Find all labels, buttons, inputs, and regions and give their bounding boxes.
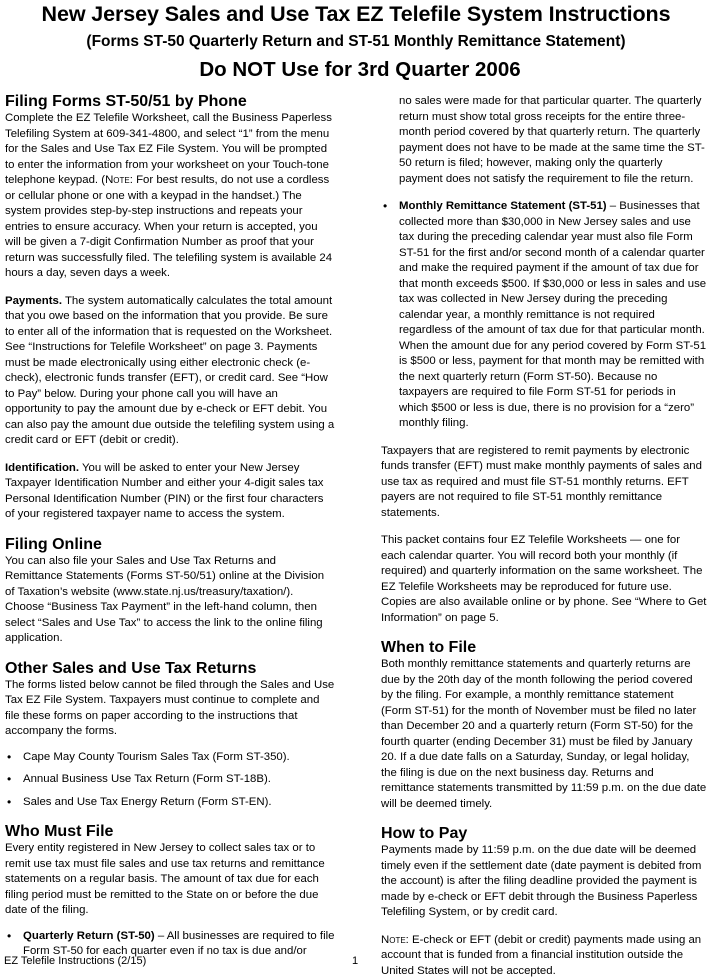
footer-label: EZ Telefile Instructions (2/15) [4,955,146,967]
paragraph-quarterly-cont: no sales were made for that particular quarter. The quarterly return must show total gross receipts for the entire three-month period covered by that quarterly return. The quarterly payment does not have to be made at the same time the ST-50 return is filed; however, making only the quarterly payment does not satisfy the requirement to file the return. [381,94,707,187]
paragraph-packet: This packet contains four EZ Telefile Worksheets — one for each calendar quarter. You will record both your monthly (if required) and quarterly information on the same worksheet. The EZ Telefile Worksheets may be reproduced for future use. Copies are also available online or by phone. See “Where to Get Information” on page 5. [381,533,707,626]
list-item: • Annual Business Use Tax Return (Form ST-18B). [5,772,335,788]
list-item-monthly [381,199,707,432]
quarterly-label: Quarterly Return (ST-50) [23,930,155,942]
paragraph-online: You can also file your Sales and Use Tax Returns and Remittance Statements (Forms ST-50/51) online at the Division of Taxation’s website (www.state.nj.us/treasury/taxation/). Choose “Business Tax Payment” in the left-hand column, then select “Sales and Use Tax” to access the link to the online filing application. [5,554,335,647]
paragraph-when: Both monthly remittance statements and quarterly returns are due by the 20th day of the month following the period covered by the filing. For example, a monthly remittance statement (Form ST-51) for the month of November must be filed no later than December 20 and a quarterly return (Form ST-50) for the fourth quarter (ending December 31) must be filed by January 20. If a due date falls on a Saturday, Sunday, or legal holiday, the filing is due on the next business day. Returns and remittance statements transmitted by 11:59 p.m. on the due date will be deemed timely. [381,657,707,812]
list-item: • Cape May County Tourism Sales Tax (Form ST-350). [5,750,335,766]
paragraph-payments [5,294,335,449]
note-label-2: Note [381,934,406,946]
monthly-list [381,199,707,432]
section-heading-phone: Filing Forms ST-50/51 by Phone [5,92,335,111]
section-heading-other: Other Sales and Use Tax Returns [5,659,335,678]
paragraph-identification [5,461,335,523]
identification-text: You will be asked to enter your New Jersey Taxpayer Identification Number and either your 4-digit sales tax Personal Identification Number (PIN) or the first four characters of your registered taxpayer name to access the system. [5,462,323,521]
quarterly-text: – All businesses are required to file Form ST-50 for each quarter even if no tax is due and/or [23,930,334,958]
section-heading-when: When to File [381,638,707,657]
section-heading-online: Filing Online [5,535,335,554]
paragraph-phone [5,111,335,282]
page-subtitle: (Forms ST-50 Quarterly Return and ST-51 Monthly Remittance Statement) [0,33,712,51]
left-column [5,92,335,960]
page-title: New Jersey Sales and Use Tax EZ Telefile System Instructions [0,2,712,27]
page-notice: Do NOT Use for 3rd Quarter 2006 [180,58,540,82]
page-number: 1 [352,955,358,967]
section-heading-pay: How to Pay [381,824,707,843]
phone-text-a: Complete the EZ Telefile Worksheet, call the Business Paperless Telefiling System at 609-341-4800, and select “1” from the menu for the Sales and Use Tax EZ File System. You will be prompted to enter the information from your worksheet on your Touch-tone telephone keypad. ( [5,112,332,186]
payments-text: The system automatically calculates the total amount that you owe based on the information that you provide. Be sure to enter all of the information that is requested on the Worksheet. See “Instructions for Telefile Worksheet” on page 3. Payments must be made electronically using either electronic check (e-check), electronic funds transfer (EFT), or credit card. See “How to Pay” below. During your phone call you will have an opportunity to pay the amount due by e-check or EFT debit. You can also pay the amount due outside the telefiling system using a credit card or EFT (debit or credit). [5,295,334,447]
note-text-2: : E-check or EFT (debit or credit) payments made using an account that is funded from a financial institution outside the United States will not be accepted. [381,934,701,977]
list-item: • Sales and Use Tax Energy Return (Form ST-EN). [5,795,335,811]
payments-label: Payments. [5,295,62,307]
paragraph-pay: Payments made by 11:59 p.m. on the due date will be deemed timely even if the settlement date (date payment is debited from the account) is after the filing deadline provided the payment is made by e-check or EFT debit through the Business Paperless Telefiling System, or by credit card. [381,843,707,921]
right-column [381,94,707,979]
paragraph-other: The forms listed below cannot be filed through the Sales and Use Tax EZ File System. Taxpayers must continue to complete and file these forms on paper according to the instructions that accompany the forms. [5,678,335,740]
paragraph-note [381,933,707,979]
other-forms-list [5,750,335,811]
phone-text-b: : For best results, do not use a cordless or cellular phone or one with a keypad in the handset.) The system provides step-by-step instructions and repeats your entries to ensure accuracy. When your return is accepted, you will be given a 7-digit Confirmation Number as proof that your return was successfully filed. The telefiling system is available 24 hours a day, seven days a week. [5,174,332,279]
note-label: Note [105,174,130,186]
paragraph-eft: Taxpayers that are registered to remit payments by electronic funds transfer (EFT) must make monthly payments of sales and use tax as required and must file ST-51 monthly returns. EFT payers are not required to file ST-51 monthly remittance statements. [381,444,707,522]
identification-label: Identification. [5,462,79,474]
paragraph-who: Every entity registered in New Jersey to collect sales tax or to remit use tax must file sales and use tax returns and remittance statements on a regular basis. The amount of tax due for each filing period must be remitted to the State on or before the due date of the filing. [5,841,335,919]
monthly-label: Monthly Remittance Statement (ST-51) [399,200,607,212]
section-heading-who: Who Must File [5,822,335,841]
monthly-text: – Businesses that collected more than $30,000 in New Jersey sales and use tax during the preceding calendar year must also file Form ST-51 for the first and/or second month of a calendar quarter and make the required payment if the amount of tax due for that month exceeds $500. If $30,000 or less in sales and use tax was collected in New Jersey during the preceding calendar year, a monthly remittance is not required regardless of the amount of tax due for that particular month. When the amount due for any period covered by Form ST-51 is $500 or less, payment for that month may be remitted with the next quarterly return (Form ST-50). Because no taxpayers are required to file Form ST-51 for periods in which $500 or less is due, there is no provision for a “zero” monthly filing. [399,200,706,429]
